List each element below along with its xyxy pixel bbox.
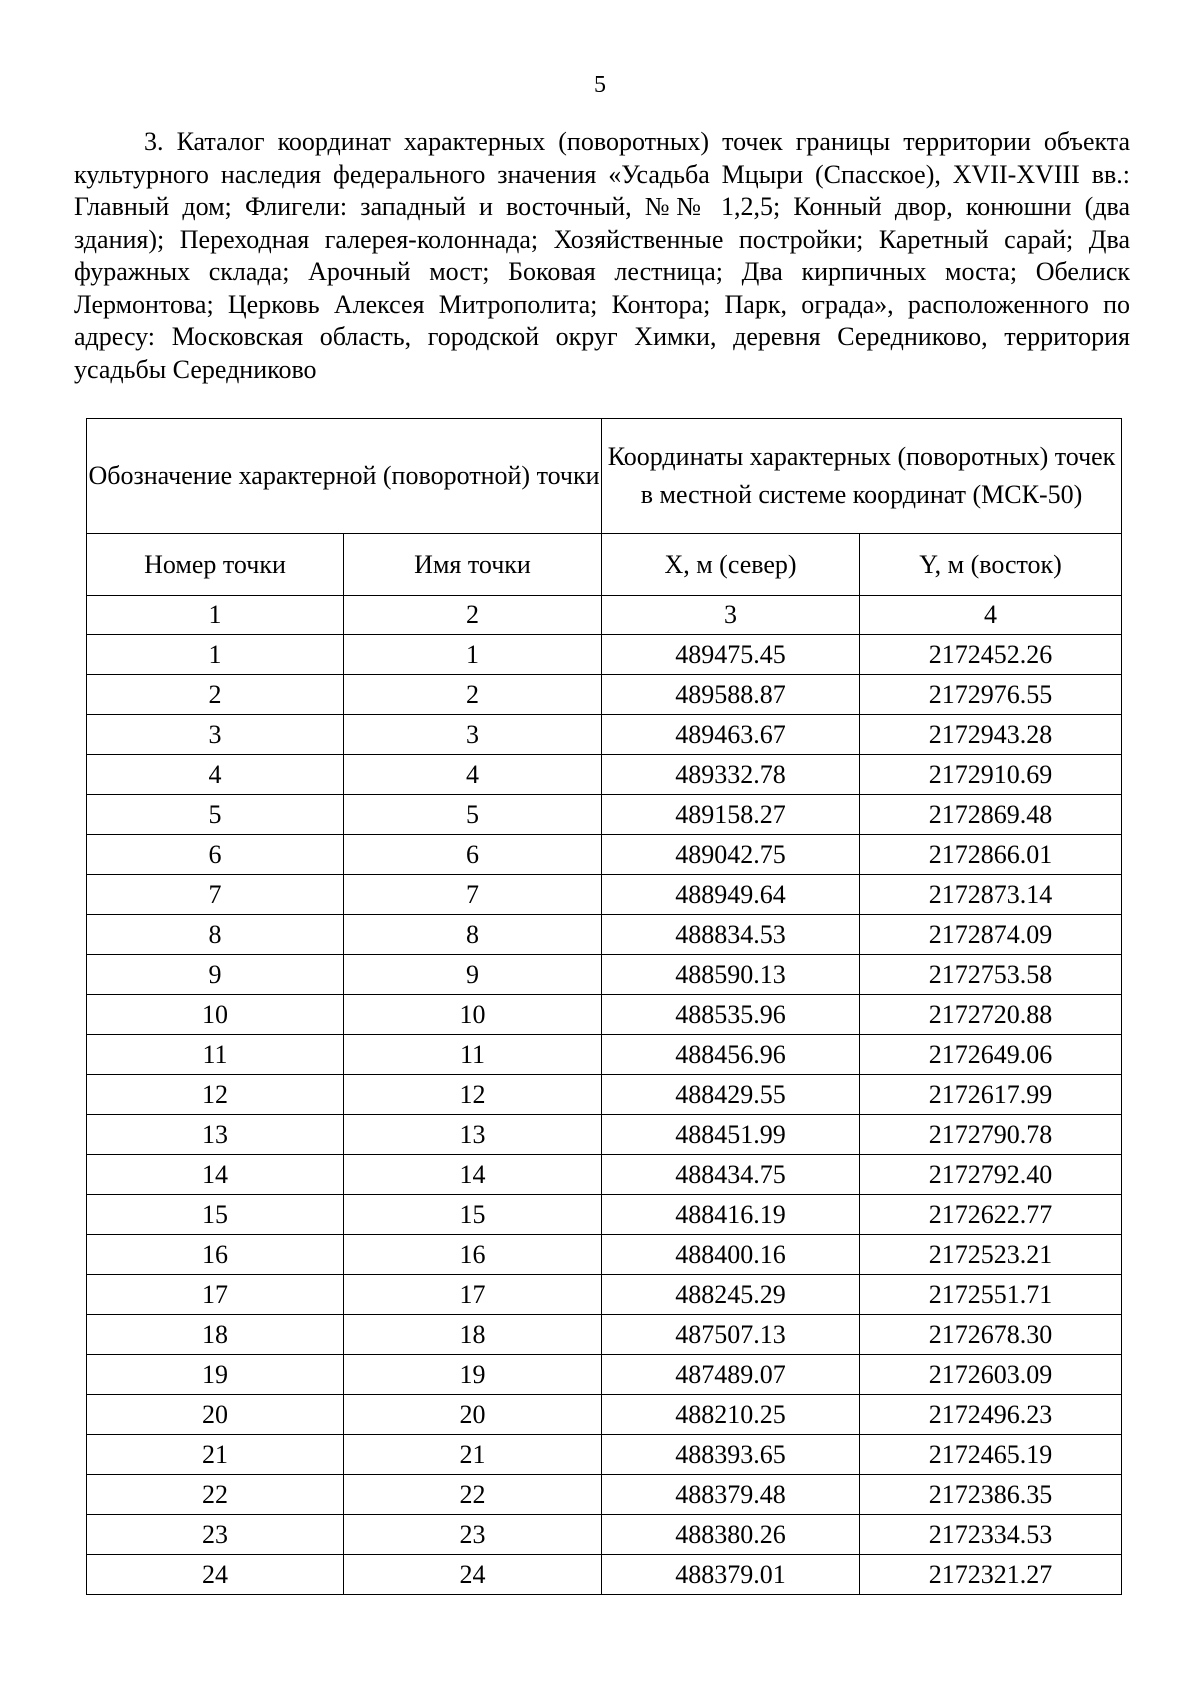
cell-x-coordinate: 489332.78	[602, 755, 860, 795]
table-row	[87, 1475, 1122, 1515]
cell-point-name: 16	[344, 1235, 602, 1275]
cell-point-number: 4	[87, 755, 344, 795]
cell-x-coordinate: 488393.65	[602, 1435, 860, 1475]
table-row	[87, 1195, 1122, 1235]
cell-point-name: 21	[344, 1435, 602, 1475]
cell-point-name: 19	[344, 1355, 602, 1395]
column-header-point-name: Имя точки	[344, 534, 602, 596]
cell-point-number: 18	[87, 1315, 344, 1355]
table-row	[87, 1275, 1122, 1315]
cell-point-name: 10	[344, 995, 602, 1035]
cell-x-coordinate: 489475.45	[602, 635, 860, 675]
cell-point-number: 2	[87, 675, 344, 715]
table-row	[87, 755, 1122, 795]
cell-point-name: 7	[344, 875, 602, 915]
cell-point-number: 11	[87, 1035, 344, 1075]
table-row	[87, 1115, 1122, 1155]
cell-point-number: 20	[87, 1395, 344, 1435]
table-column-header-row	[87, 534, 1122, 596]
page-number: 5	[594, 72, 606, 98]
cell-x-coordinate: 488210.25	[602, 1395, 860, 1435]
cell-y-coordinate: 2172334.53	[860, 1515, 1122, 1555]
table-row	[87, 995, 1122, 1035]
table-row	[87, 955, 1122, 995]
table-row	[87, 1395, 1122, 1435]
table-row	[87, 1515, 1122, 1555]
group-header-coordinates: Координаты характерных (поворотных) точек в местной системе координат (МСК-50)	[602, 419, 1122, 534]
cell-y-coordinate: 2172465.19	[860, 1435, 1122, 1475]
cell-x-coordinate: 489588.87	[602, 675, 860, 715]
table-group-header-row	[87, 419, 1122, 534]
cell-point-name: 9	[344, 955, 602, 995]
cell-point-number: 23	[87, 1515, 344, 1555]
cell-y-coordinate: 2172649.06	[860, 1035, 1122, 1075]
cell-y-coordinate: 2172617.99	[860, 1075, 1122, 1115]
cell-point-number: 7	[87, 875, 344, 915]
cell-point-number: 3	[87, 715, 344, 755]
cell-x-coordinate: 488429.55	[602, 1075, 860, 1115]
cell-point-number: 21	[87, 1435, 344, 1475]
cell-point-name: 12	[344, 1075, 602, 1115]
table-row	[87, 635, 1122, 675]
table-row	[87, 715, 1122, 755]
cell-y-coordinate: 2172866.01	[860, 835, 1122, 875]
cell-x-coordinate: 487489.07	[602, 1355, 860, 1395]
cell-x-coordinate: 488834.53	[602, 915, 860, 955]
cell-x-coordinate: 488400.16	[602, 1235, 860, 1275]
cell-y-coordinate: 2172603.09	[860, 1355, 1122, 1395]
cell-x-coordinate: 489463.67	[602, 715, 860, 755]
cell-point-name: 14	[344, 1155, 602, 1195]
cell-point-number: 9	[87, 955, 344, 995]
column-header-x: X, м (север)	[602, 534, 860, 596]
cell-x-coordinate: 488434.75	[602, 1155, 860, 1195]
cell-y-coordinate: 2172910.69	[860, 755, 1122, 795]
table-row	[87, 835, 1122, 875]
table-row	[87, 1355, 1122, 1395]
cell-x-coordinate: 489042.75	[602, 835, 860, 875]
cell-x-coordinate: 488456.96	[602, 1035, 860, 1075]
cell-point-number: 15	[87, 1195, 344, 1235]
cell-y-coordinate: 2172452.26	[860, 635, 1122, 675]
cell-y-coordinate: 2172321.27	[860, 1555, 1122, 1595]
table-row	[87, 1035, 1122, 1075]
table-row	[87, 1235, 1122, 1275]
table-row	[87, 875, 1122, 915]
cell-point-name: 3	[344, 715, 602, 755]
table-row	[87, 915, 1122, 955]
group-header-point-designation: Обозначение характерной (поворотной) точки	[87, 419, 602, 534]
cell-x-coordinate: 488590.13	[602, 955, 860, 995]
table-row	[87, 1075, 1122, 1115]
table-row	[87, 675, 1122, 715]
cell-point-name: 15	[344, 1195, 602, 1235]
column-number: 2	[344, 596, 602, 635]
cell-point-name: 23	[344, 1515, 602, 1555]
cell-x-coordinate: 489158.27	[602, 795, 860, 835]
cell-point-name: 17	[344, 1275, 602, 1315]
cell-point-name: 24	[344, 1555, 602, 1595]
cell-x-coordinate: 488379.01	[602, 1555, 860, 1595]
cell-point-number: 14	[87, 1155, 344, 1195]
cell-y-coordinate: 2172943.28	[860, 715, 1122, 755]
cell-point-name: 13	[344, 1115, 602, 1155]
cell-point-number: 5	[87, 795, 344, 835]
cell-y-coordinate: 2172753.58	[860, 955, 1122, 995]
table-row	[87, 795, 1122, 835]
cell-y-coordinate: 2172551.71	[860, 1275, 1122, 1315]
cell-point-name: 20	[344, 1395, 602, 1435]
column-header-y: Y, м (восток)	[860, 534, 1122, 596]
cell-y-coordinate: 2172386.35	[860, 1475, 1122, 1515]
column-number-row	[87, 596, 1122, 635]
table-row	[87, 1555, 1122, 1595]
section-heading-text: 3. Каталог координат характерных (поворотных) точек границы территории объекта культурного наследия федерального значения «Усадьба Мцыри (Спасское), XVII-XVIII вв.: Главный дом; Флигели: западный и восточный, №№ 1,2,5; Конный двор, конюшни (два здания); Переходная галерея-колоннада; Хозяйственные постройки; Каретный сарай; Два фуражных склада; Арочный мост; Боковая лестница; Два кирпичных моста; Обелиск Лермонтова; Церковь Алексея Митрополита; Контора; Парк, ограда», расположенного по адресу: Московская область, городской округ Химки, деревня Середниково, территория усадьбы Середниково	[74, 127, 1130, 384]
cell-point-number: 16	[87, 1235, 344, 1275]
cell-point-name: 6	[344, 835, 602, 875]
cell-x-coordinate: 488535.96	[602, 995, 860, 1035]
cell-point-name: 4	[344, 755, 602, 795]
cell-y-coordinate: 2172678.30	[860, 1315, 1122, 1355]
table-row	[87, 1315, 1122, 1355]
cell-point-name: 22	[344, 1475, 602, 1515]
cell-point-number: 13	[87, 1115, 344, 1155]
cell-y-coordinate: 2172873.14	[860, 875, 1122, 915]
cell-point-name: 5	[344, 795, 602, 835]
cell-point-number: 24	[87, 1555, 344, 1595]
column-number: 4	[860, 596, 1122, 635]
cell-y-coordinate: 2172622.77	[860, 1195, 1122, 1235]
cell-y-coordinate: 2172523.21	[860, 1235, 1122, 1275]
cell-x-coordinate: 488245.29	[602, 1275, 860, 1315]
cell-x-coordinate: 488451.99	[602, 1115, 860, 1155]
column-number: 3	[602, 596, 860, 635]
cell-x-coordinate: 488379.48	[602, 1475, 860, 1515]
cell-x-coordinate: 488380.26	[602, 1515, 860, 1555]
column-number: 1	[87, 596, 344, 635]
cell-y-coordinate: 2172790.78	[860, 1115, 1122, 1155]
cell-point-number: 12	[87, 1075, 344, 1115]
cell-point-number: 22	[87, 1475, 344, 1515]
table-row	[87, 1155, 1122, 1195]
cell-point-number: 8	[87, 915, 344, 955]
cell-point-number: 6	[87, 835, 344, 875]
table-row	[87, 1435, 1122, 1475]
cell-point-name: 8	[344, 915, 602, 955]
cell-y-coordinate: 2172792.40	[860, 1155, 1122, 1195]
cell-point-number: 10	[87, 995, 344, 1035]
cell-x-coordinate: 488949.64	[602, 875, 860, 915]
cell-point-name: 11	[344, 1035, 602, 1075]
cell-point-name: 1	[344, 635, 602, 675]
cell-point-name: 2	[344, 675, 602, 715]
cell-y-coordinate: 2172976.55	[860, 675, 1122, 715]
cell-point-number: 19	[87, 1355, 344, 1395]
cell-y-coordinate: 2172869.48	[860, 795, 1122, 835]
cell-y-coordinate: 2172496.23	[860, 1395, 1122, 1435]
cell-y-coordinate: 2172874.09	[860, 915, 1122, 955]
column-header-point-number: Номер точки	[87, 534, 344, 596]
section-heading	[74, 126, 1130, 386]
coordinates-table	[86, 418, 1122, 1595]
cell-x-coordinate: 487507.13	[602, 1315, 860, 1355]
cell-y-coordinate: 2172720.88	[860, 995, 1122, 1035]
cell-point-number: 17	[87, 1275, 344, 1315]
cell-x-coordinate: 488416.19	[602, 1195, 860, 1235]
cell-point-number: 1	[87, 635, 344, 675]
cell-point-name: 18	[344, 1315, 602, 1355]
